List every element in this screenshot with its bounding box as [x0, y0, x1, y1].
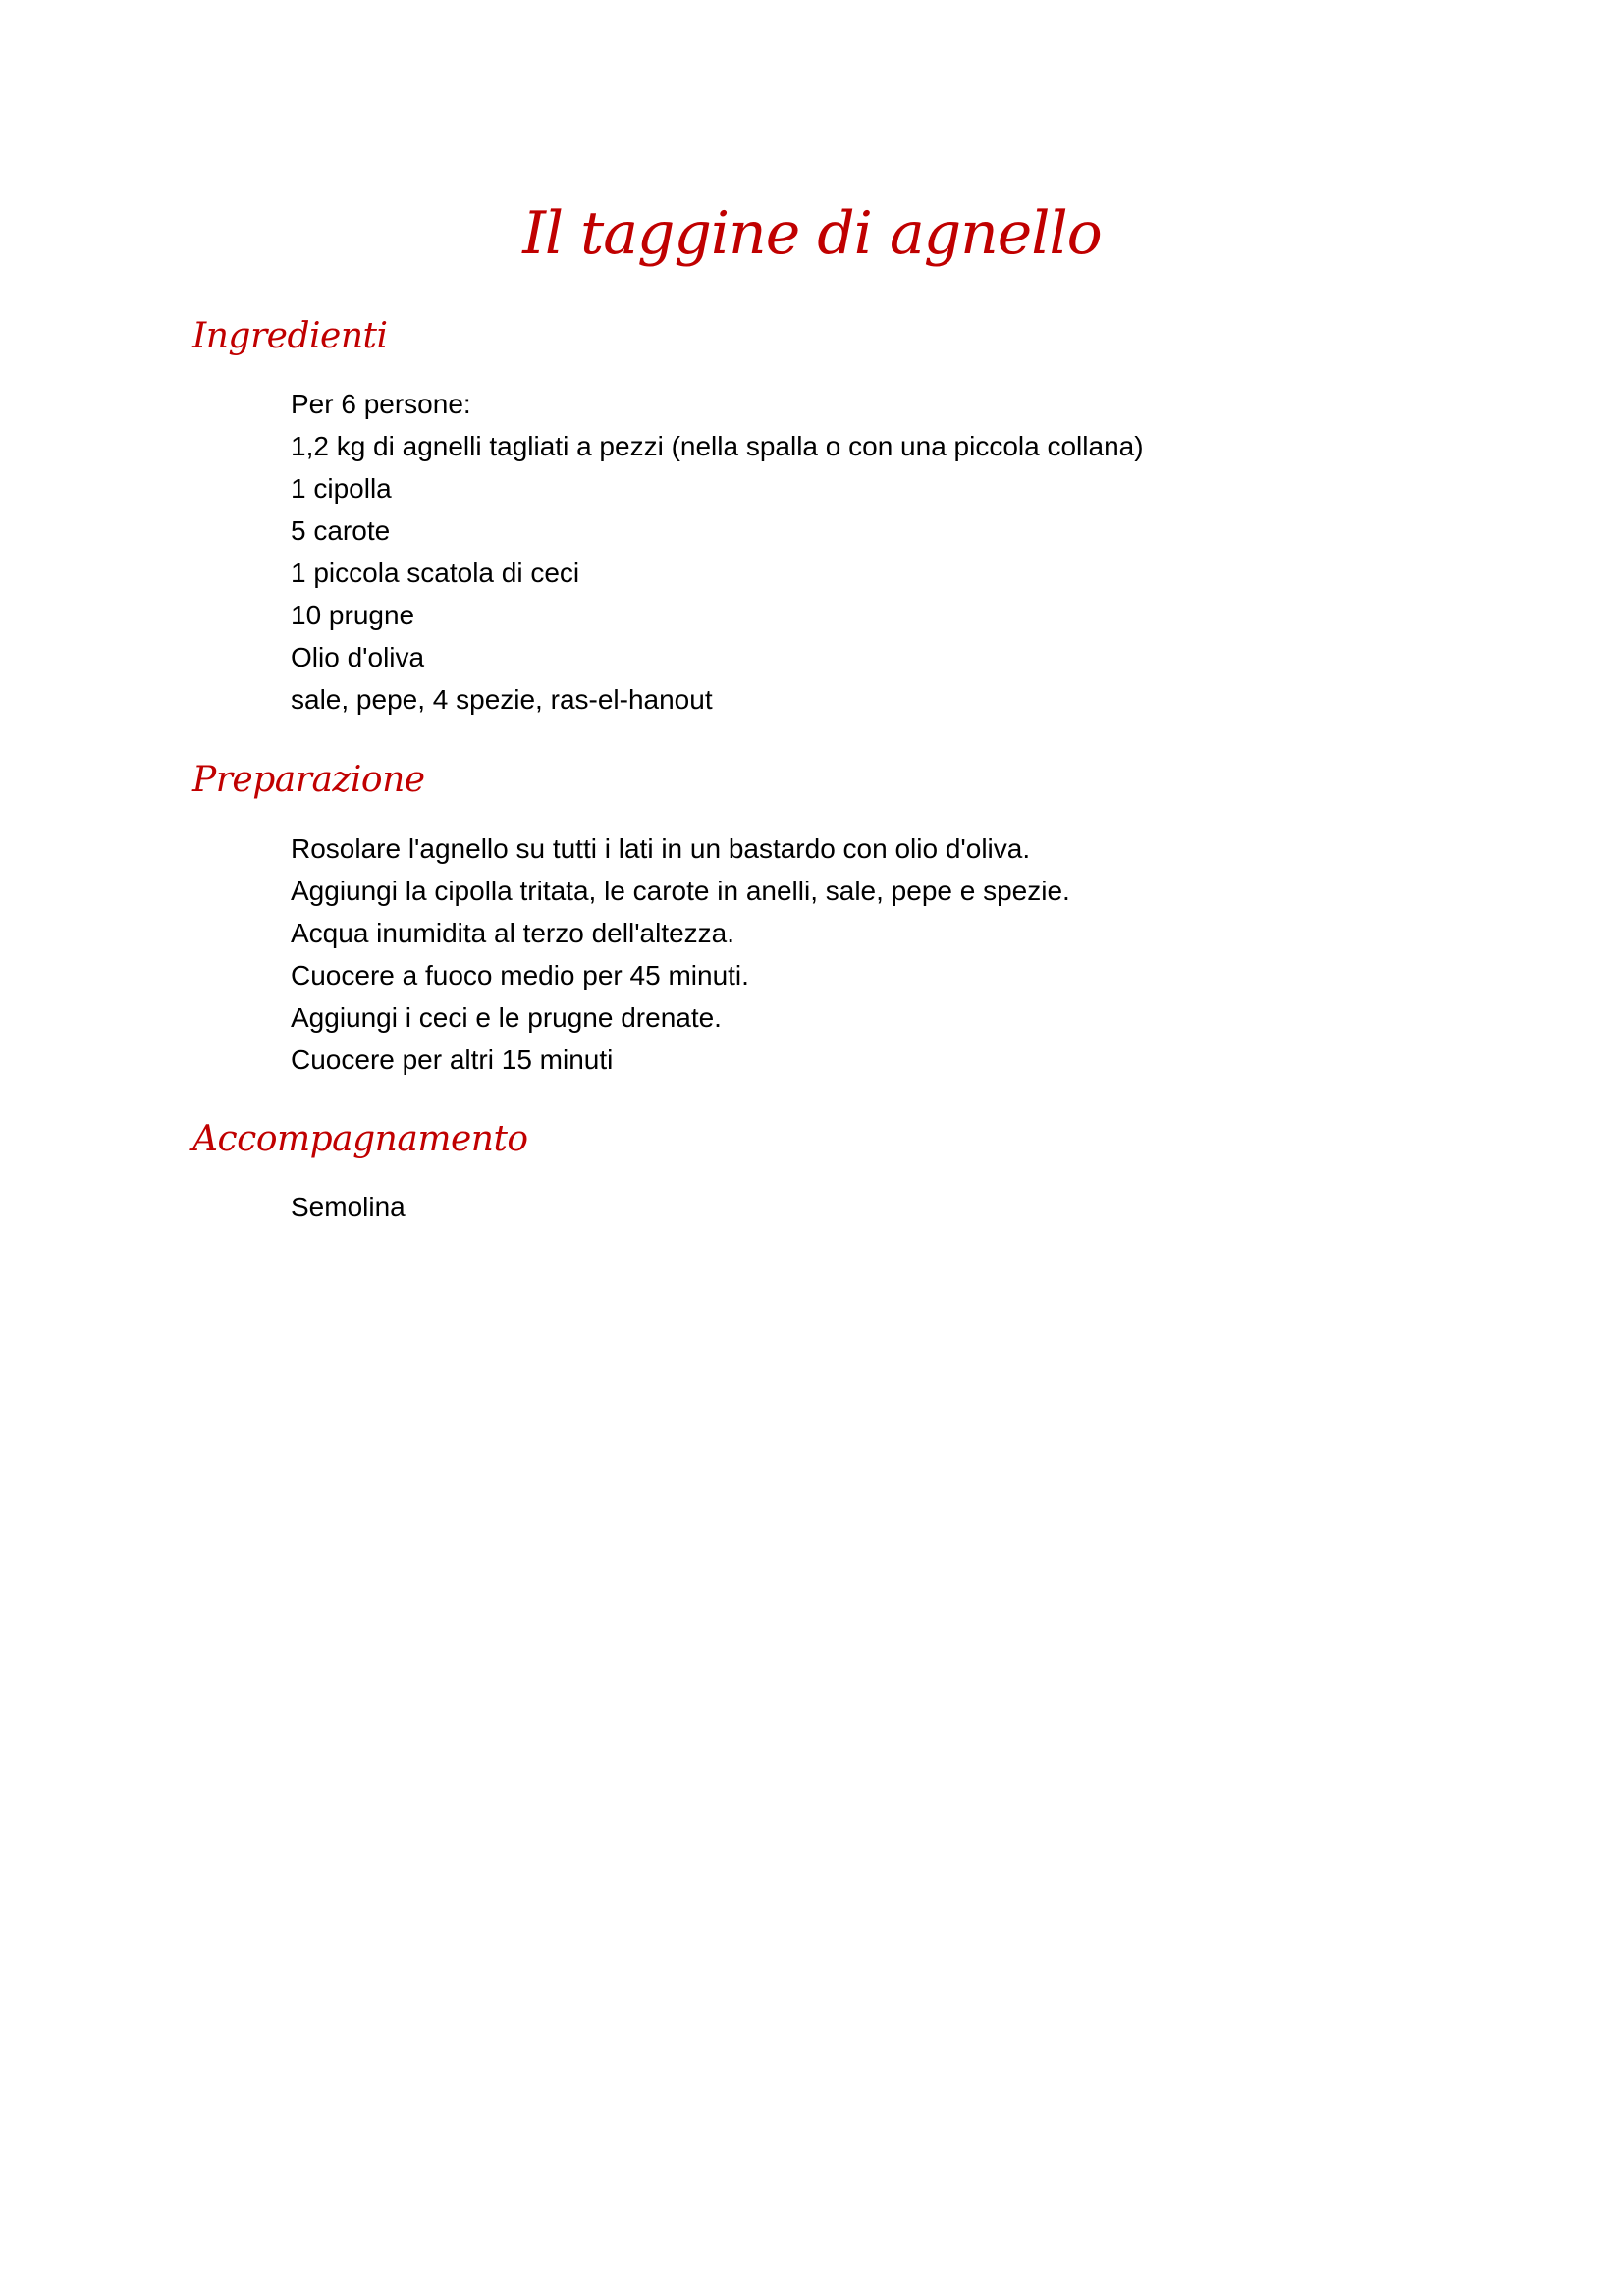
list-item: Semolina: [291, 1192, 406, 1222]
section-heading-preparazione: Preparazione: [192, 760, 425, 800]
section-heading-ingredienti: Ingredienti: [192, 316, 388, 356]
list-item: Rosolare l'agnello su tutti i lati in un bastardo con olio d'oliva.: [291, 833, 1031, 864]
list-item: 1 cipolla: [291, 473, 392, 504]
section-heading-accompagnamento: Accompagnamento: [192, 1119, 528, 1159]
list-item: 5 carote: [291, 515, 391, 546]
list-item: Olio d'oliva: [291, 642, 425, 672]
list-item: 1,2 kg di agnelli tagliati a pezzi (nella spalla o con una piccola collana): [291, 431, 1144, 461]
list-item: sale, pepe, 4 spezie, ras-el-hanout: [291, 684, 713, 715]
list-item: Per 6 persone:: [291, 389, 471, 419]
list-item: Cuocere a fuoco medio per 45 minuti.: [291, 960, 749, 990]
accompaniment-list: [291, 1186, 406, 1228]
list-item: Cuocere per altri 15 minuti: [291, 1044, 614, 1075]
list-item: Acqua inumidita al terzo dell'altezza.: [291, 918, 735, 948]
list-item: 1 piccola scatola di ceci: [291, 558, 580, 588]
list-item: Aggiungi i ceci e le prugne drenate.: [291, 1002, 722, 1033]
list-item: 10 prugne: [291, 600, 415, 630]
ingredients-list: [291, 383, 1144, 721]
preparation-steps: [291, 828, 1070, 1081]
list-item: Aggiungi la cipolla tritata, le carote in anelli, sale, pepe e spezie.: [291, 876, 1070, 906]
document-title: Il taggine di agnello: [522, 199, 1102, 268]
